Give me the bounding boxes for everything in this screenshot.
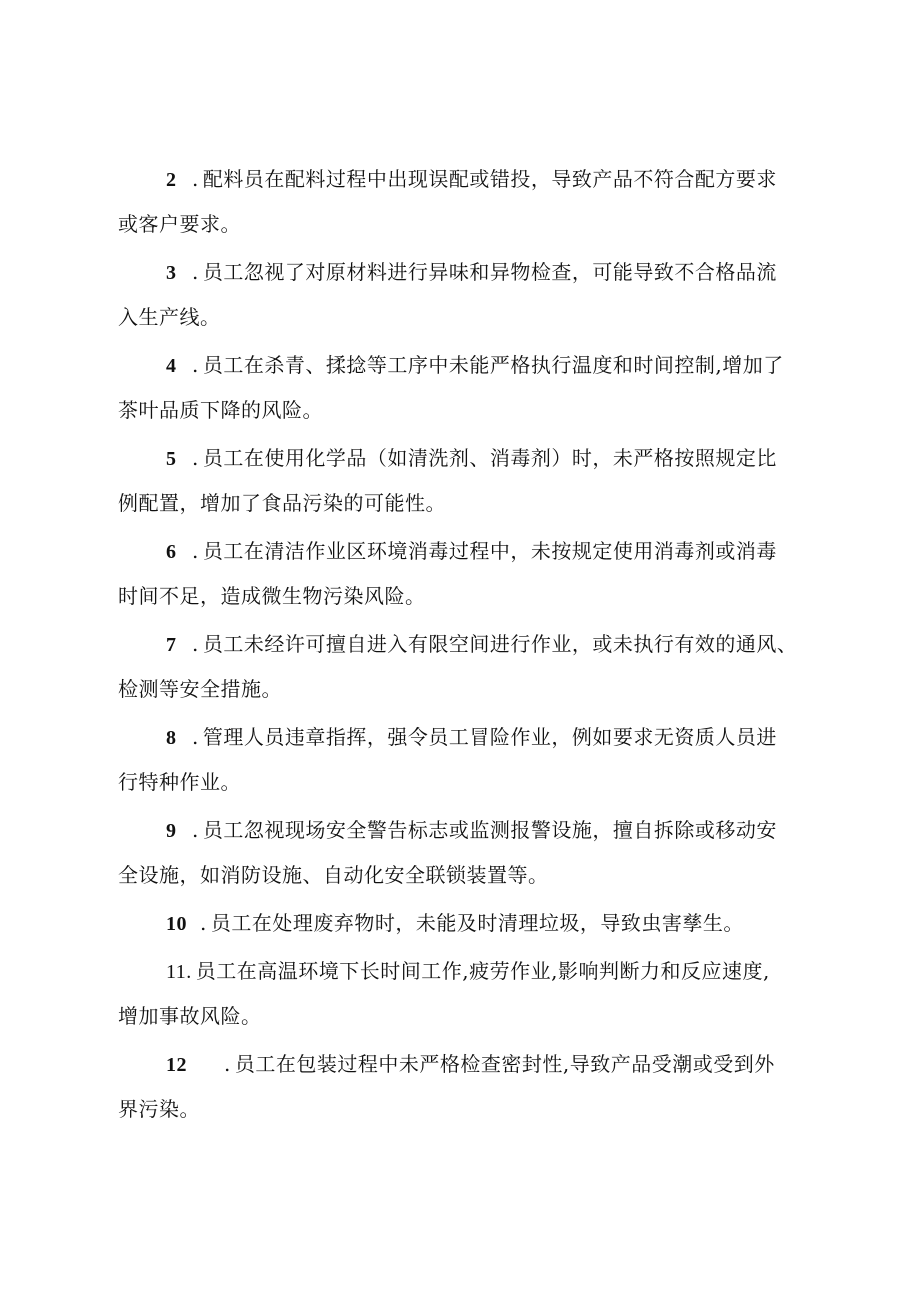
item-separator: . xyxy=(192,539,199,563)
item-text: 员工在包装过程中未严格检查密封性,导致产品受潮或受到外 xyxy=(234,1052,775,1076)
item-first-line xyxy=(118,436,818,481)
item-separator: . xyxy=(192,818,199,842)
list-item xyxy=(118,157,818,247)
item-text: 员工在处理废弃物时，未能及时清理垃圾，导致虫害孳生。 xyxy=(210,911,744,935)
item-separator: . xyxy=(192,353,199,377)
item-continuation: 增加事故风险。 xyxy=(118,1004,262,1028)
item-continuation: 界污染。 xyxy=(118,1097,200,1121)
item-continuation: 入生产线。 xyxy=(118,305,221,329)
list-item xyxy=(118,436,818,526)
list-item xyxy=(118,343,818,433)
item-number: 11. xyxy=(166,961,192,983)
item-continuation: 例配置，增加了食品污染的可能性。 xyxy=(118,491,446,515)
item-number: 12 xyxy=(166,1054,187,1076)
item-text: 员工在杀青、揉捻等工序中未能严格执行温度和时间控制,增加了 xyxy=(202,353,784,377)
item-first-line xyxy=(118,715,818,760)
item-separator: . xyxy=(200,911,207,935)
item-text: 配料员在配料过程中出现误配或错投，导致产品不符合配方要求 xyxy=(202,167,777,191)
item-continuation: 时间不足，造成微生物污染风险。 xyxy=(118,584,426,608)
item-number: 10 xyxy=(166,913,187,935)
item-number: 2 xyxy=(166,169,177,191)
item-text: 员工在使用化学品（如清洗剂、消毒剂）时，未严格按照规定比 xyxy=(202,446,777,470)
item-text: 员工未经许可擅自进入有限空间进行作业，或未执行有效的通风、 xyxy=(202,632,798,656)
item-separator: . xyxy=(192,167,199,191)
list-item xyxy=(118,949,818,1039)
item-separator: . xyxy=(192,260,199,284)
list-item xyxy=(118,622,818,712)
item-separator: . xyxy=(192,632,199,656)
list-item xyxy=(118,250,818,340)
item-first-line xyxy=(118,808,818,853)
item-first-line xyxy=(118,1042,818,1087)
list-item xyxy=(118,808,818,898)
item-first-line xyxy=(118,949,818,994)
list-item xyxy=(118,901,818,946)
item-text: 员工在清洁作业区环境消毒过程中，未按规定使用消毒剂或消毒 xyxy=(202,539,777,563)
item-number: 8 xyxy=(166,727,177,749)
item-first-line xyxy=(118,343,818,388)
item-text: 员工在高温环境下长时间工作,疲劳作业,影响判断力和反应速度, xyxy=(195,959,770,983)
list-item xyxy=(118,529,818,619)
item-number: 9 xyxy=(166,820,177,842)
item-continuation: 行特种作业。 xyxy=(118,770,241,794)
item-number: 5 xyxy=(166,448,177,470)
item-first-line xyxy=(118,622,818,667)
item-text: 管理人员违章指挥，强令员工冒险作业，例如要求无资质人员进 xyxy=(202,725,777,749)
item-first-line xyxy=(118,250,818,295)
item-number: 4 xyxy=(166,355,177,377)
item-first-line xyxy=(118,901,818,946)
item-text: 员工忽视现场安全警告标志或监测报警设施，擅自拆除或移动安 xyxy=(202,818,777,842)
item-separator: . xyxy=(192,446,199,470)
item-text: 员工忽视了对原材料进行异味和异物检查，可能导致不合格品流 xyxy=(202,260,777,284)
item-continuation: 或客户要求。 xyxy=(118,212,241,236)
item-continuation: 茶叶品质下降的风险。 xyxy=(118,398,323,422)
list-item xyxy=(118,715,818,805)
item-separator: . xyxy=(192,725,199,749)
item-continuation: 全设施，如消防设施、自动化安全联锁装置等。 xyxy=(118,863,549,887)
item-separator: . xyxy=(224,1052,231,1076)
item-first-line xyxy=(118,157,818,202)
item-number: 6 xyxy=(166,541,177,563)
item-first-line xyxy=(118,529,818,574)
item-number: 7 xyxy=(166,634,177,656)
list-item xyxy=(118,1042,818,1132)
item-continuation: 检测等安全措施。 xyxy=(118,677,282,701)
item-number: 3 xyxy=(166,262,177,284)
